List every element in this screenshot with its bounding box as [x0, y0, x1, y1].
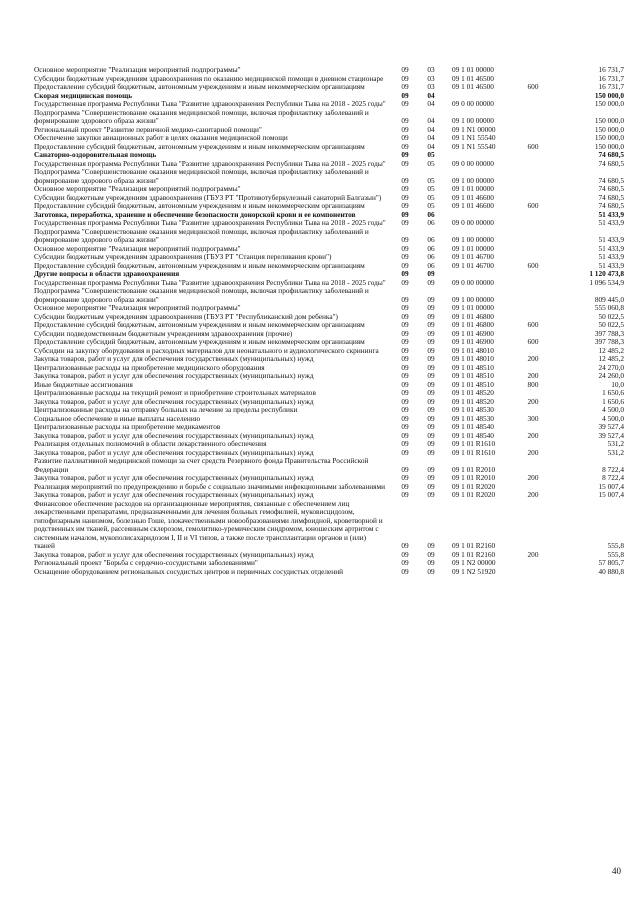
row-target-code: 09 1 01 R2010 [452, 473, 496, 482]
row-section: 09 [401, 158, 409, 168]
row-section: 09 [401, 405, 409, 414]
row-section: 09 [401, 192, 409, 202]
row-subsection: 09 [427, 566, 435, 576]
row-subsection: 04 [427, 141, 435, 151]
row-amount: 531,2 [607, 447, 624, 457]
row-amount: 150 000,0 [594, 141, 624, 151]
row-expense-type: 600 [527, 201, 539, 210]
row-subsection: 04 [427, 124, 435, 134]
row-section: 09 [401, 294, 409, 304]
row-amount: 74 680,5 [598, 201, 624, 210]
row-section: 09 [401, 328, 409, 338]
row-section: 09 [401, 413, 409, 423]
row-amount: 74 680,5 [598, 184, 624, 193]
row-section: 09 [401, 141, 409, 151]
row-amount: 74 680,5 [598, 150, 624, 159]
row-section: 09 [401, 277, 409, 287]
row-expense-type: 300 [527, 413, 539, 423]
row-section: 09 [401, 422, 409, 431]
row-expense-type: 200 [527, 396, 539, 406]
row-subsection: 09 [427, 541, 435, 550]
row-expense-type: 600 [527, 337, 539, 346]
row-amount: 12 485,2 [598, 345, 624, 355]
row-section: 09 [401, 473, 409, 482]
row-name: Развитие паллиативной медицинской помощи за счет средств Резервного фонда Правительства Российской Федерации [34, 456, 369, 474]
row-name: Централизованные расходы на приобретение медицинского оборудования [34, 362, 265, 372]
row-expense-type [518, 185, 548, 194]
row-name: Предоставление субсидий бюджетным, автономным учреждениям и иным некоммерческим организациям [34, 337, 365, 346]
row-section: 09 [401, 269, 409, 278]
row-name: Предоставление субсидий бюджетным, автономным учреждениям и иным некоммерческим организациям [34, 320, 365, 329]
row-subsection: 09 [427, 396, 435, 406]
row-section: 09 [401, 481, 409, 491]
row-section: 09 [401, 311, 409, 321]
row-name: Подпрограмма "Совершенствование оказания медицинской помощи, включая профилактику заболеваний и формирование здорового образа жизни" [34, 167, 369, 185]
row-amount: 16 731,7 [598, 73, 624, 83]
row-subsection: 05 [427, 192, 435, 202]
row-target-code: 09 0 00 00000 [452, 218, 494, 227]
row-section: 09 [401, 388, 409, 397]
row-amount: 51 433,9 [598, 260, 624, 270]
row-name: Субсидии подведомственным бюджетным учреждениям здравоохранения (прочие) [34, 328, 293, 338]
row-section: 09 [401, 558, 409, 567]
row-subsection: 09 [427, 473, 435, 482]
table-row [34, 287, 624, 304]
row-target-code: 09 0 00 00000 [452, 277, 494, 287]
row-expense-type: 200 [527, 371, 539, 380]
row-name: Социальное обеспечение и иные выплаты населению [34, 413, 201, 423]
row-amount: 15 007,4 [598, 490, 624, 499]
row-expense-type: 200 [527, 430, 539, 440]
row-expense-type [518, 160, 548, 169]
row-subsection: 09 [427, 464, 435, 474]
row-amount: 51 433,9 [598, 252, 624, 261]
row-amount: 15 007,4 [598, 481, 624, 491]
row-expense-type [518, 228, 548, 245]
row-subsection: 09 [427, 362, 435, 372]
row-expense-type [518, 270, 548, 279]
row-section: 09 [401, 260, 409, 270]
row-amount: 74 680,5 [598, 175, 624, 185]
row-name: Субсидии на закупку оборудования и расходных материалов для неонатального и аудиологического скрининга [34, 345, 379, 355]
row-target-code: 09 1 01 46600 [452, 201, 494, 210]
row-subsection: 09 [427, 549, 435, 559]
row-target-code: 09 1 00 00000 [452, 294, 494, 304]
row-section: 09 [401, 150, 409, 159]
row-expense-type [518, 457, 548, 474]
table-row [34, 457, 624, 474]
row-expense-type [518, 279, 548, 288]
row-expense-type [518, 219, 548, 228]
row-name: Предоставление субсидий бюджетным, автономным учреждениям и иным некоммерческим организациям [34, 82, 365, 91]
row-amount: 397 788,3 [594, 337, 624, 346]
row-amount: 150 000,0 [594, 124, 624, 134]
row-target-code: 09 1 01 46900 [452, 337, 494, 346]
row-target-code: 09 1 01 48010 [452, 345, 494, 355]
row-target-code: 09 1 01 48530 [452, 413, 494, 423]
row-amount: 555,8 [607, 541, 624, 550]
row-subsection: 09 [427, 447, 435, 457]
row-subsection: 09 [427, 379, 435, 389]
row-section: 09 [401, 303, 409, 312]
row-name: Подпрограмма "Совершенствование оказания медицинской помощи, включая профилактику заболеваний и формирование здорового образа жизни" [34, 286, 369, 304]
row-name: Реализация отдельных полномочий в области лекарственного обеспечения [34, 439, 267, 448]
row-amount: 74 680,5 [598, 158, 624, 168]
row-subsection: 09 [427, 277, 435, 287]
row-section: 09 [401, 541, 409, 550]
row-subsection: 06 [427, 260, 435, 270]
row-subsection: 09 [427, 413, 435, 423]
row-target-code: 09 1 01 R2160 [452, 541, 496, 550]
row-name: Подпрограмма "Совершенствование оказания медицинской помощи, включая профилактику заболеваний и формирование здорового образа жизни" [34, 107, 369, 125]
row-section: 09 [401, 235, 409, 244]
row-target-code: 09 1 N1 00000 [452, 124, 496, 134]
row-target-code: 09 1 01 48520 [452, 396, 494, 406]
row-section: 09 [401, 209, 409, 219]
row-amount: 8 722,4 [602, 464, 624, 474]
row-section: 09 [401, 82, 409, 91]
row-name: Скорая медицинская помощь [34, 90, 133, 100]
row-target-code: 09 1 01 46500 [452, 82, 494, 91]
row-subsection: 09 [427, 303, 435, 312]
row-name: Основное мероприятие "Реализация мероприятий подпрограммы" [34, 243, 241, 253]
row-subsection: 09 [427, 422, 435, 431]
row-expense-type [518, 100, 548, 109]
row-target-code: 09 1 01 R2020 [452, 481, 496, 491]
row-subsection: 04 [427, 116, 435, 125]
row-target-code: 09 1 N2 51920 [452, 566, 496, 576]
row-amount: 150 000,0 [594, 90, 624, 100]
row-subsection: 03 [427, 65, 435, 74]
row-expense-type: 600 [527, 260, 539, 270]
row-subsection: 06 [427, 218, 435, 227]
row-subsection: 09 [427, 430, 435, 440]
row-section: 09 [401, 320, 409, 329]
row-subsection: 09 [427, 354, 435, 363]
row-amount: 24 270,0 [598, 362, 624, 372]
row-target-code: 09 1 01 48010 [452, 354, 494, 363]
row-name: Обеспечение закупки авиационных работ в целях оказания медицинской помощи [34, 133, 288, 142]
row-section: 09 [401, 379, 409, 389]
row-expense-type [518, 126, 548, 135]
row-amount: 51 433,9 [598, 218, 624, 227]
row-subsection: 03 [427, 73, 435, 83]
row-name: Оснащение оборудованием региональных сосудистых центров и первичных сосудистых отделений [34, 566, 344, 576]
row-name: Подпрограмма "Совершенствование оказания медицинской помощи, включая профилактику заболеваний и формирование здорового образа жизни" [34, 226, 369, 244]
row-name: Государственная программа Республики Тыва "Развитие здравоохранения Республики Тыва на 2018 - 2025 годы" [34, 277, 386, 287]
row-amount: 1 650,6 [602, 396, 624, 406]
budget-table [34, 66, 624, 576]
row-subsection: 09 [427, 439, 435, 448]
row-amount: 809 445,0 [594, 294, 624, 304]
row-section: 09 [401, 133, 409, 142]
row-subsection: 06 [427, 243, 435, 253]
row-section: 09 [401, 430, 409, 440]
row-section: 09 [401, 464, 409, 474]
row-target-code: 09 1 01 00000 [452, 243, 494, 253]
row-expense-type: 200 [527, 354, 539, 363]
row-subsection: 06 [427, 209, 435, 219]
row-name: Основное мероприятие "Реализация мероприятий подпрограммы" [34, 303, 241, 312]
row-target-code: 09 1 01 48510 [452, 379, 494, 389]
row-subsection: 09 [427, 269, 435, 278]
row-expense-type [518, 568, 548, 577]
row-section: 09 [401, 124, 409, 134]
row-amount: 555,8 [607, 549, 624, 559]
row-subsection: 09 [427, 345, 435, 355]
row-section: 09 [401, 549, 409, 559]
row-name: Субсидии бюджетным учреждениям здравоохранения (ГБУЗ РТ "Противотуберкулезный санаторий Балгазын") [34, 192, 382, 202]
row-target-code: 09 1 01 48530 [452, 405, 494, 414]
table-row [34, 568, 624, 577]
row-target-code: 09 1 00 00000 [452, 116, 494, 125]
row-target-code: 09 1 01 00000 [452, 65, 494, 74]
row-amount: 57 805,7 [598, 558, 624, 567]
row-target-code: 09 1 00 00000 [452, 235, 494, 244]
row-amount: 10,0 [611, 379, 624, 389]
row-subsection: 09 [427, 481, 435, 491]
row-target-code: 09 1 01 00000 [452, 303, 494, 312]
row-name: Основное мероприятие "Реализация мероприятий подпрограммы" [34, 184, 241, 193]
row-section: 09 [401, 371, 409, 380]
row-expense-type [518, 109, 548, 126]
row-target-code: 09 0 00 00000 [452, 99, 494, 108]
row-name: Закупка товаров, работ и услуг для обеспечения государственных (муниципальных) нужд [34, 473, 314, 482]
row-expense-type: 200 [527, 473, 539, 482]
row-name: Закупка товаров, работ и услуг для обеспечения государственных (муниципальных) нужд [34, 549, 314, 559]
table-row [34, 500, 624, 551]
row-name: Закупка товаров, работ и услуг для обеспечения государственных (муниципальных) нужд [34, 396, 314, 406]
row-section: 09 [401, 490, 409, 499]
row-section: 09 [401, 218, 409, 227]
row-name: Реализация мероприятий по предупреждению и борьбе с социально значимыми инфекционными заболеваниями [34, 481, 386, 491]
row-expense-type [518, 168, 548, 185]
row-amount: 4 500,0 [602, 413, 624, 423]
row-amount: 150 000,0 [594, 99, 624, 108]
row-name: Финансовое обеспечение расходов на организационные мероприятия, связанные с обеспечением лиц лекарственными препаратами, предназначенными для лечения больных гемофилией, муковисцидозом, гипофизарным нанизмом, болезнью Гоше, злокачественными новообразованиями лимфоидной, кроветворной и родственных им тканей, рассеянным склерозом, гемолитико-уремическим синдромом, юношеским артритом с системным началом, мукополисахаридозом I, II и VI типов, а также после трансплантации органов и (или) тканей [34, 498, 383, 550]
row-amount: 51 433,9 [598, 243, 624, 253]
row-target-code: 09 1 N2 00000 [452, 558, 496, 567]
row-amount: 150 000,0 [594, 116, 624, 125]
row-target-code: 09 1 01 48520 [452, 388, 494, 397]
row-expense-type: 600 [527, 320, 539, 329]
row-expense-type [518, 559, 548, 568]
row-name: Централизованные расходы на приобретение медикаментов [34, 422, 221, 431]
row-subsection: 09 [427, 388, 435, 397]
row-subsection: 09 [427, 405, 435, 414]
row-subsection: 04 [427, 90, 435, 100]
row-name: Предоставление субсидий бюджетным, автономным учреждениям и иным некоммерческим организациям [34, 260, 365, 270]
row-section: 09 [401, 396, 409, 406]
row-target-code: 09 1 01 48510 [452, 371, 494, 380]
row-name: Централизованные расходы на отправку больных на лечение за пределы республики [34, 405, 298, 414]
table-row [34, 228, 624, 245]
row-section: 09 [401, 73, 409, 83]
row-amount: 16 731,7 [598, 65, 624, 74]
row-name: Региональный проект "Борьба с сердечно-сосудистыми заболеваниями" [34, 558, 258, 567]
row-name: Закупка товаров, работ и услуг для обеспечения государственных (муниципальных) нужд [34, 490, 314, 499]
row-expense-type [518, 287, 548, 304]
row-target-code: 09 1 01 46800 [452, 311, 494, 321]
table-body [34, 66, 624, 576]
row-amount: 51 433,9 [598, 235, 624, 244]
row-subsection: 09 [427, 490, 435, 499]
row-section: 09 [401, 354, 409, 363]
page-number: 40 [612, 866, 621, 876]
row-name: Основное мероприятие "Реализация мероприятий подпрограммы" [34, 65, 241, 74]
row-section: 09 [401, 90, 409, 100]
row-amount: 51 433,9 [598, 209, 624, 219]
row-amount: 1 650,6 [602, 388, 624, 397]
row-name: Санаторно-оздоровительная помощь [34, 150, 157, 159]
row-section: 09 [401, 116, 409, 125]
table-row [34, 168, 624, 185]
row-subsection: 06 [427, 252, 435, 261]
row-expense-type [518, 500, 548, 551]
row-target-code: 09 1 N1 55540 [452, 141, 496, 151]
row-section: 09 [401, 243, 409, 253]
row-subsection: 09 [427, 328, 435, 338]
row-target-code: 09 1 01 46700 [452, 260, 494, 270]
row-expense-type: 200 [527, 490, 539, 499]
row-amount: 531,2 [607, 439, 624, 448]
row-expense-type: 200 [527, 447, 539, 457]
row-name: Заготовка, переработка, хранение и обеспечение безопасности донорской крови и ее компонентов [34, 209, 356, 219]
row-target-code: 09 1 00 00000 [452, 175, 494, 185]
row-amount: 12 485,2 [598, 354, 624, 363]
row-subsection: 09 [427, 371, 435, 380]
row-target-code: 09 1 01 R2010 [452, 464, 496, 474]
row-amount: 4 500,0 [602, 405, 624, 414]
row-expense-type [518, 92, 548, 101]
row-target-code: 09 1 01 48540 [452, 430, 494, 440]
row-name: Другие вопросы в области здравоохранения [34, 269, 180, 278]
row-name: Закупка товаров, работ и услуг для обеспечения государственных (муниципальных) нужд [34, 430, 314, 440]
row-target-code: 09 1 01 R1610 [452, 439, 496, 448]
row-target-code: 09 1 01 48540 [452, 422, 494, 431]
row-amount: 39 527,4 [598, 430, 624, 440]
row-name: Закупка товаров, работ и услуг для обеспечения государственных (муниципальных) нужд [34, 371, 314, 380]
row-section: 09 [401, 362, 409, 372]
row-name: Предоставление субсидий бюджетным, автономным учреждениям и иным некоммерческим организациям [34, 201, 365, 210]
row-subsection: 09 [427, 558, 435, 567]
row-subsection: 09 [427, 320, 435, 329]
row-subsection: 04 [427, 133, 435, 142]
row-target-code: 09 1 01 46900 [452, 328, 494, 338]
row-amount: 8 722,4 [602, 473, 624, 482]
row-target-code: 09 1 01 46600 [452, 192, 494, 202]
row-expense-type: 600 [527, 82, 539, 91]
row-target-code: 09 1 01 R2020 [452, 490, 496, 499]
row-name: Региональный проект "Развитие первичной медико-санитарной помощи" [34, 124, 262, 134]
row-name: Субсидии бюджетным учреждениям здравоохранения по оказанию медицинской помощи в дневном стационаре [34, 73, 384, 83]
row-expense-type: 800 [527, 379, 539, 389]
row-target-code: 09 0 00 00000 [452, 158, 494, 168]
row-subsection: 03 [427, 82, 435, 91]
row-amount: 74 680,5 [598, 192, 624, 202]
row-amount: 16 731,7 [598, 82, 624, 91]
row-name: Субсидии бюджетным учреждениям здравоохранения (ГБУЗ РТ "Станция переливания крови") [34, 252, 332, 261]
row-subsection: 05 [427, 184, 435, 193]
row-subsection: 09 [427, 294, 435, 304]
row-subsection: 05 [427, 158, 435, 168]
row-section: 09 [401, 201, 409, 210]
row-name: Централизованные расходы на текущий ремонт и приобретение строительных материалов [34, 388, 316, 397]
row-expense-type [518, 304, 548, 313]
row-subsection: 06 [427, 235, 435, 244]
row-subsection: 09 [427, 311, 435, 321]
row-expense-type [518, 211, 548, 220]
row-subsection: 05 [427, 201, 435, 210]
row-subsection: 05 [427, 175, 435, 185]
row-target-code: 09 1 N1 55540 [452, 133, 496, 142]
row-amount: 39 527,4 [598, 422, 624, 431]
row-amount: 40 880,8 [598, 566, 624, 576]
row-name: Закупка товаров, работ и услуг для обеспечения государственных (муниципальных) нужд [34, 447, 314, 457]
row-section: 09 [401, 175, 409, 185]
row-amount: 24 260,0 [598, 371, 624, 380]
row-expense-type [518, 66, 548, 75]
row-expense-type: 200 [527, 549, 539, 559]
row-section: 09 [401, 99, 409, 108]
table-row [34, 109, 624, 126]
row-target-code: 09 1 01 48510 [452, 362, 494, 372]
row-section: 09 [401, 447, 409, 457]
row-target-code: 09 1 01 R2160 [452, 549, 496, 559]
row-section: 09 [401, 439, 409, 448]
row-name: Предоставление субсидий бюджетным, автономным учреждениям и иным некоммерческим организациям [34, 141, 365, 151]
row-amount: 1 120 473,8 [589, 269, 624, 278]
row-target-code: 09 1 01 00000 [452, 184, 494, 193]
row-amount: 555 060,8 [594, 303, 624, 312]
row-target-code: 09 1 01 46800 [452, 320, 494, 329]
row-expense-type [518, 151, 548, 160]
row-section: 09 [401, 337, 409, 346]
row-amount: 1 096 534,9 [589, 277, 624, 287]
row-name: Иные бюджетные ассигнования [34, 379, 133, 389]
row-name: Государственная программа Республики Тыва "Развитие здравоохранения Республики Тыва на 2018 - 2025 годы" [34, 158, 386, 168]
row-expense-type: 600 [527, 141, 539, 151]
row-name: Закупка товаров, работ и услуг для обеспечения государственных (муниципальных) нужд [34, 354, 314, 363]
row-amount: 50 022,5 [598, 311, 624, 321]
row-name: Государственная программа Республики Тыва "Развитие здравоохранения Республики Тыва на 2018 - 2025 годы" [34, 99, 386, 108]
row-amount: 50 022,5 [598, 320, 624, 329]
row-name: Субсидии бюджетным учреждениям здравоохранения (ГБУЗ РТ "Республиканский дом ребенка") [34, 311, 338, 321]
row-amount: 397 788,3 [594, 328, 624, 338]
row-expense-type [518, 245, 548, 254]
row-section: 09 [401, 345, 409, 355]
row-subsection: 04 [427, 99, 435, 108]
row-section: 09 [401, 65, 409, 74]
row-amount: 150 000,0 [594, 133, 624, 142]
row-section: 09 [401, 252, 409, 261]
row-subsection: 09 [427, 337, 435, 346]
row-target-code: 09 1 01 R1610 [452, 447, 496, 457]
row-section: 09 [401, 184, 409, 193]
row-target-code: 09 1 01 46700 [452, 252, 494, 261]
row-target-code: 09 1 01 46500 [452, 73, 494, 83]
row-subsection: 05 [427, 150, 435, 159]
row-section: 09 [401, 566, 409, 576]
row-name: Государственная программа Республики Тыва "Развитие здравоохранения Республики Тыва на 2018 - 2025 годы" [34, 218, 386, 227]
